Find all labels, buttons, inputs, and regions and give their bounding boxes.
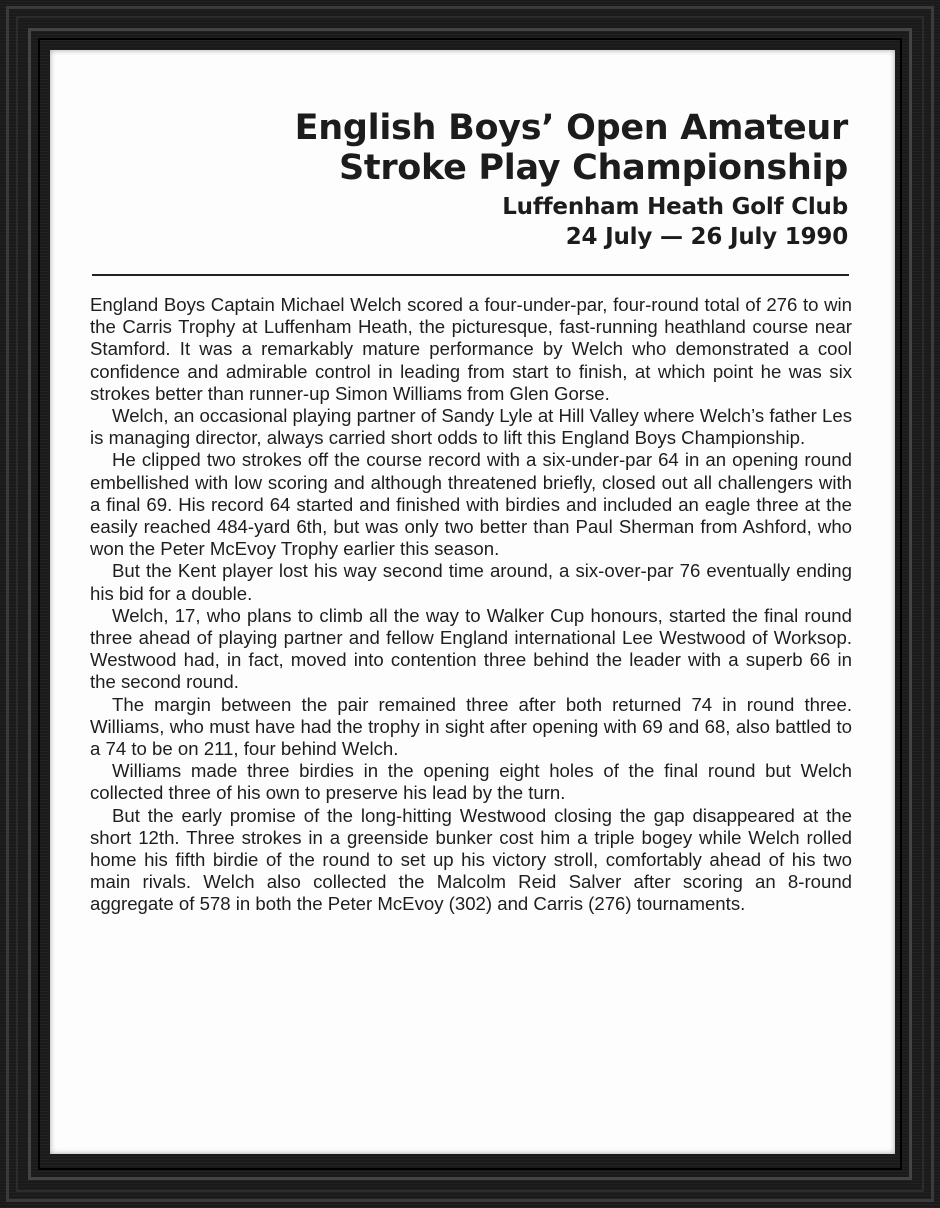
event-dates: 24 July — 26 July 1990 bbox=[565, 224, 848, 250]
article-paragraph: He clipped two strokes off the course record with a six-under-par 64 in an opening round embellished with low scoring and although threatened briefly, closed out all challengers with a final 69. His record 64 started and finished with birdies and included an eagle three at the easily reached 484-yard 6th, but was only two better than Paul Sherman from Ashford, who won the Peter McEvoy Trophy earlier this season. bbox=[90, 449, 852, 560]
article-body bbox=[90, 294, 852, 916]
venue: Luffenham Heath Golf Club bbox=[502, 194, 848, 220]
article-paragraph: Williams made three birdies in the opening eight holes of the final round but Welch collected three of his own to preserve his lead by the turn. bbox=[90, 760, 852, 804]
article-paragraph: But the early promise of the long-hitting Westwood closing the gap disappeared at the short 12th. Three strokes in a greenside bunker cost him a triple bogey while Welch rolled home his fifth birdie of the round to set up his victory stroll, comfortably ahead of his two main rivals. Welch also collected the Malcolm Reid Salver after scoring an 8-round aggregate of 578 in both the Peter McEvoy (302) and Carris (276) tournaments. bbox=[90, 804, 852, 915]
title-line-1: English Boys’ Open Amateur bbox=[294, 108, 848, 148]
header-divider bbox=[92, 274, 849, 276]
article-paragraph: Welch, 17, who plans to climb all the way to Walker Cup honours, started the final round three ahead of playing partner and fellow England international Lee Westwood of Worksop. Westwood had, in fact, moved into contention three behind the leader with a superb 66 in the second round. bbox=[90, 604, 852, 693]
article-paragraph: The margin between the pair remained three after both returned 74 in round three. Williams, who must have had the trophy in sight after opening with 69 and 68, also battled to a 74 to be on 211, four behind Welch. bbox=[90, 693, 852, 760]
document-header bbox=[295, 108, 848, 252]
article-paragraph: Welch, an occasional playing partner of Sandy Lyle at Hill Valley where Welch’s father Les is managing director, always carried short odds to lift this England Boys Championship. bbox=[90, 405, 853, 449]
title-line-2: Stroke Play Championship bbox=[339, 148, 848, 188]
article-paragraph: But the Kent player lost his way second time around, a six-over-par 76 eventually ending his bid for a double. bbox=[90, 560, 852, 604]
article-paragraph: England Boys Captain Michael Welch scored a four-under-par, four-round total of 276 to win the Carris Trophy at Luffenham Heath, the picturesque, fast-running heathland course near Stamford. It was a remarkably mature performance by Welch who demonstrated a cool confidence and admirable control in leading from start to finish, at which point he was six strokes better than runner-up Simon Williams from Glen Gorse. bbox=[90, 294, 852, 404]
framed-document bbox=[50, 50, 895, 1154]
